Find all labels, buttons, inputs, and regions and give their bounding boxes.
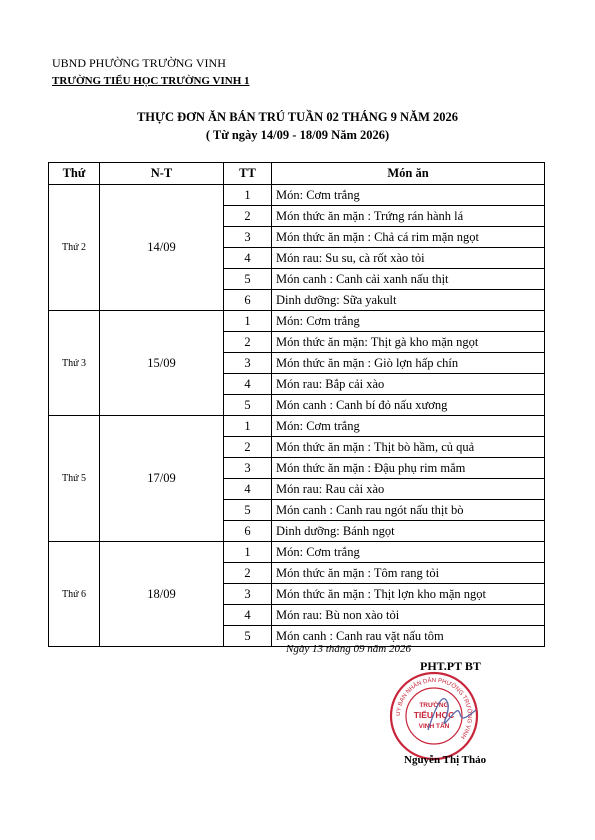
dish-cell: Món thức ăn mặn : Chả cá rim mặn ngọt [272,227,545,248]
menu-table-body [49,185,545,647]
tt-cell: 5 [224,269,272,290]
dish-cell: Dinh dưỡng: Bánh ngọt [272,521,545,542]
tt-cell: 3 [224,584,272,605]
dish-cell: Món rau: Su su, cà rốt xào tỏi [272,248,545,269]
tt-cell: 6 [224,290,272,311]
table-row [49,542,545,563]
tt-cell: 4 [224,248,272,269]
header-date: N-T [100,163,224,185]
dish-cell: Món thức ăn mặn : Thịt bò hầm, củ quả [272,437,545,458]
dish-cell: Món thức ăn mặn : Thịt lợn kho mặn ngọt [272,584,545,605]
table-header-row [49,163,545,185]
date-cell: 18/09 [100,542,224,647]
stamp-text-top: TRƯỜNG [419,702,449,709]
tt-cell: 3 [224,353,272,374]
tt-cell: 3 [224,458,272,479]
day-cell: Thứ 2 [49,185,100,311]
tt-cell: 1 [224,542,272,563]
dish-cell: Món thức ăn mặn : Đậu phụ rim mắm [272,458,545,479]
org-line-1: UBND PHƯỜNG TRƯỜNG VINH [52,56,226,70]
header-tt: TT [224,163,272,185]
stamp-text-mid: TIỂU HỌC [413,710,455,720]
dish-cell: Món: Cơm trắng [272,416,545,437]
org-line-2: TRƯỜNG TIỂU HỌC TRƯỜNG VINH 1 [52,75,250,87]
dish-cell: Món: Cơm trắng [272,542,545,563]
dish-cell: Món canh : Canh rau vặt nấu tôm [272,626,545,647]
tt-cell: 3 [224,227,272,248]
tt-cell: 1 [224,416,272,437]
tt-cell: 2 [224,437,272,458]
signer-name: Nguyễn Thị Thảo [404,754,487,766]
table-row [49,311,545,332]
document-title: THỰC ĐƠN ĂN BÁN TRÚ TUẦN 02 THÁNG 9 NĂM 2026 [136,110,459,124]
tt-cell: 6 [224,521,272,542]
dish-cell: Món rau: Bù non xào tỏi [272,605,545,626]
header-dish: Món ăn [272,163,545,185]
dish-cell: Món: Cơm trắng [272,311,545,332]
dish-cell: Dinh dưỡng: Sữa yakult [272,290,545,311]
tt-cell: 4 [224,374,272,395]
day-cell: Thứ 5 [49,416,100,542]
dish-cell: Món thức ăn mặn : Giò lợn hấp chín [272,353,545,374]
menu-table [48,162,545,647]
header-day: Thứ [49,163,100,185]
dish-cell: Món thức ăn mặn: Thịt gà kho mặn ngọt [272,332,545,353]
date-cell: 17/09 [100,416,224,542]
stamp-ring-text: UY BAN NHÂN DÂN PHƯỜNG TRƯỜNG VINH [395,677,473,740]
tt-cell: 5 [224,626,272,647]
document-date: Ngày 13 tháng 09 năm 2026 [286,643,411,655]
tt-cell: 5 [224,395,272,416]
day-cell: Thứ 3 [49,311,100,416]
stamp-text-bottom: VINH TÂN [418,723,450,730]
tt-cell: 2 [224,206,272,227]
dish-cell: Món canh : Canh rau ngót nấu thịt bò [272,500,545,521]
dish-cell: Món rau: Rau cải xào [272,479,545,500]
school-stamp [388,670,480,762]
tt-cell: 4 [224,479,272,500]
day-cell: Thứ 6 [49,542,100,647]
tt-cell: 4 [224,605,272,626]
tt-cell: 1 [224,311,272,332]
tt-cell: 2 [224,563,272,584]
tt-cell: 5 [224,500,272,521]
tt-cell: 1 [224,185,272,206]
dish-cell: Món thức ăn mặn : Tôm rang tỏi [272,563,545,584]
table-row [49,185,545,206]
table-row [49,416,545,437]
tt-cell: 2 [224,332,272,353]
document-subtitle: ( Từ ngày 14/09 - 18/09 Năm 2026) [205,128,390,142]
date-cell: 14/09 [100,185,224,311]
dish-cell: Món canh : Canh bí đỏ nấu xương [272,395,545,416]
dish-cell: Món thức ăn mặn : Trứng rán hành lá [272,206,545,227]
date-cell: 15/09 [100,311,224,416]
dish-cell: Món rau: Bắp cải xào [272,374,545,395]
signer-title: PHT.PT BT [420,659,481,673]
dish-cell: Món: Cơm trắng [272,185,545,206]
dish-cell: Món canh : Canh cải xanh nấu thịt [272,269,545,290]
